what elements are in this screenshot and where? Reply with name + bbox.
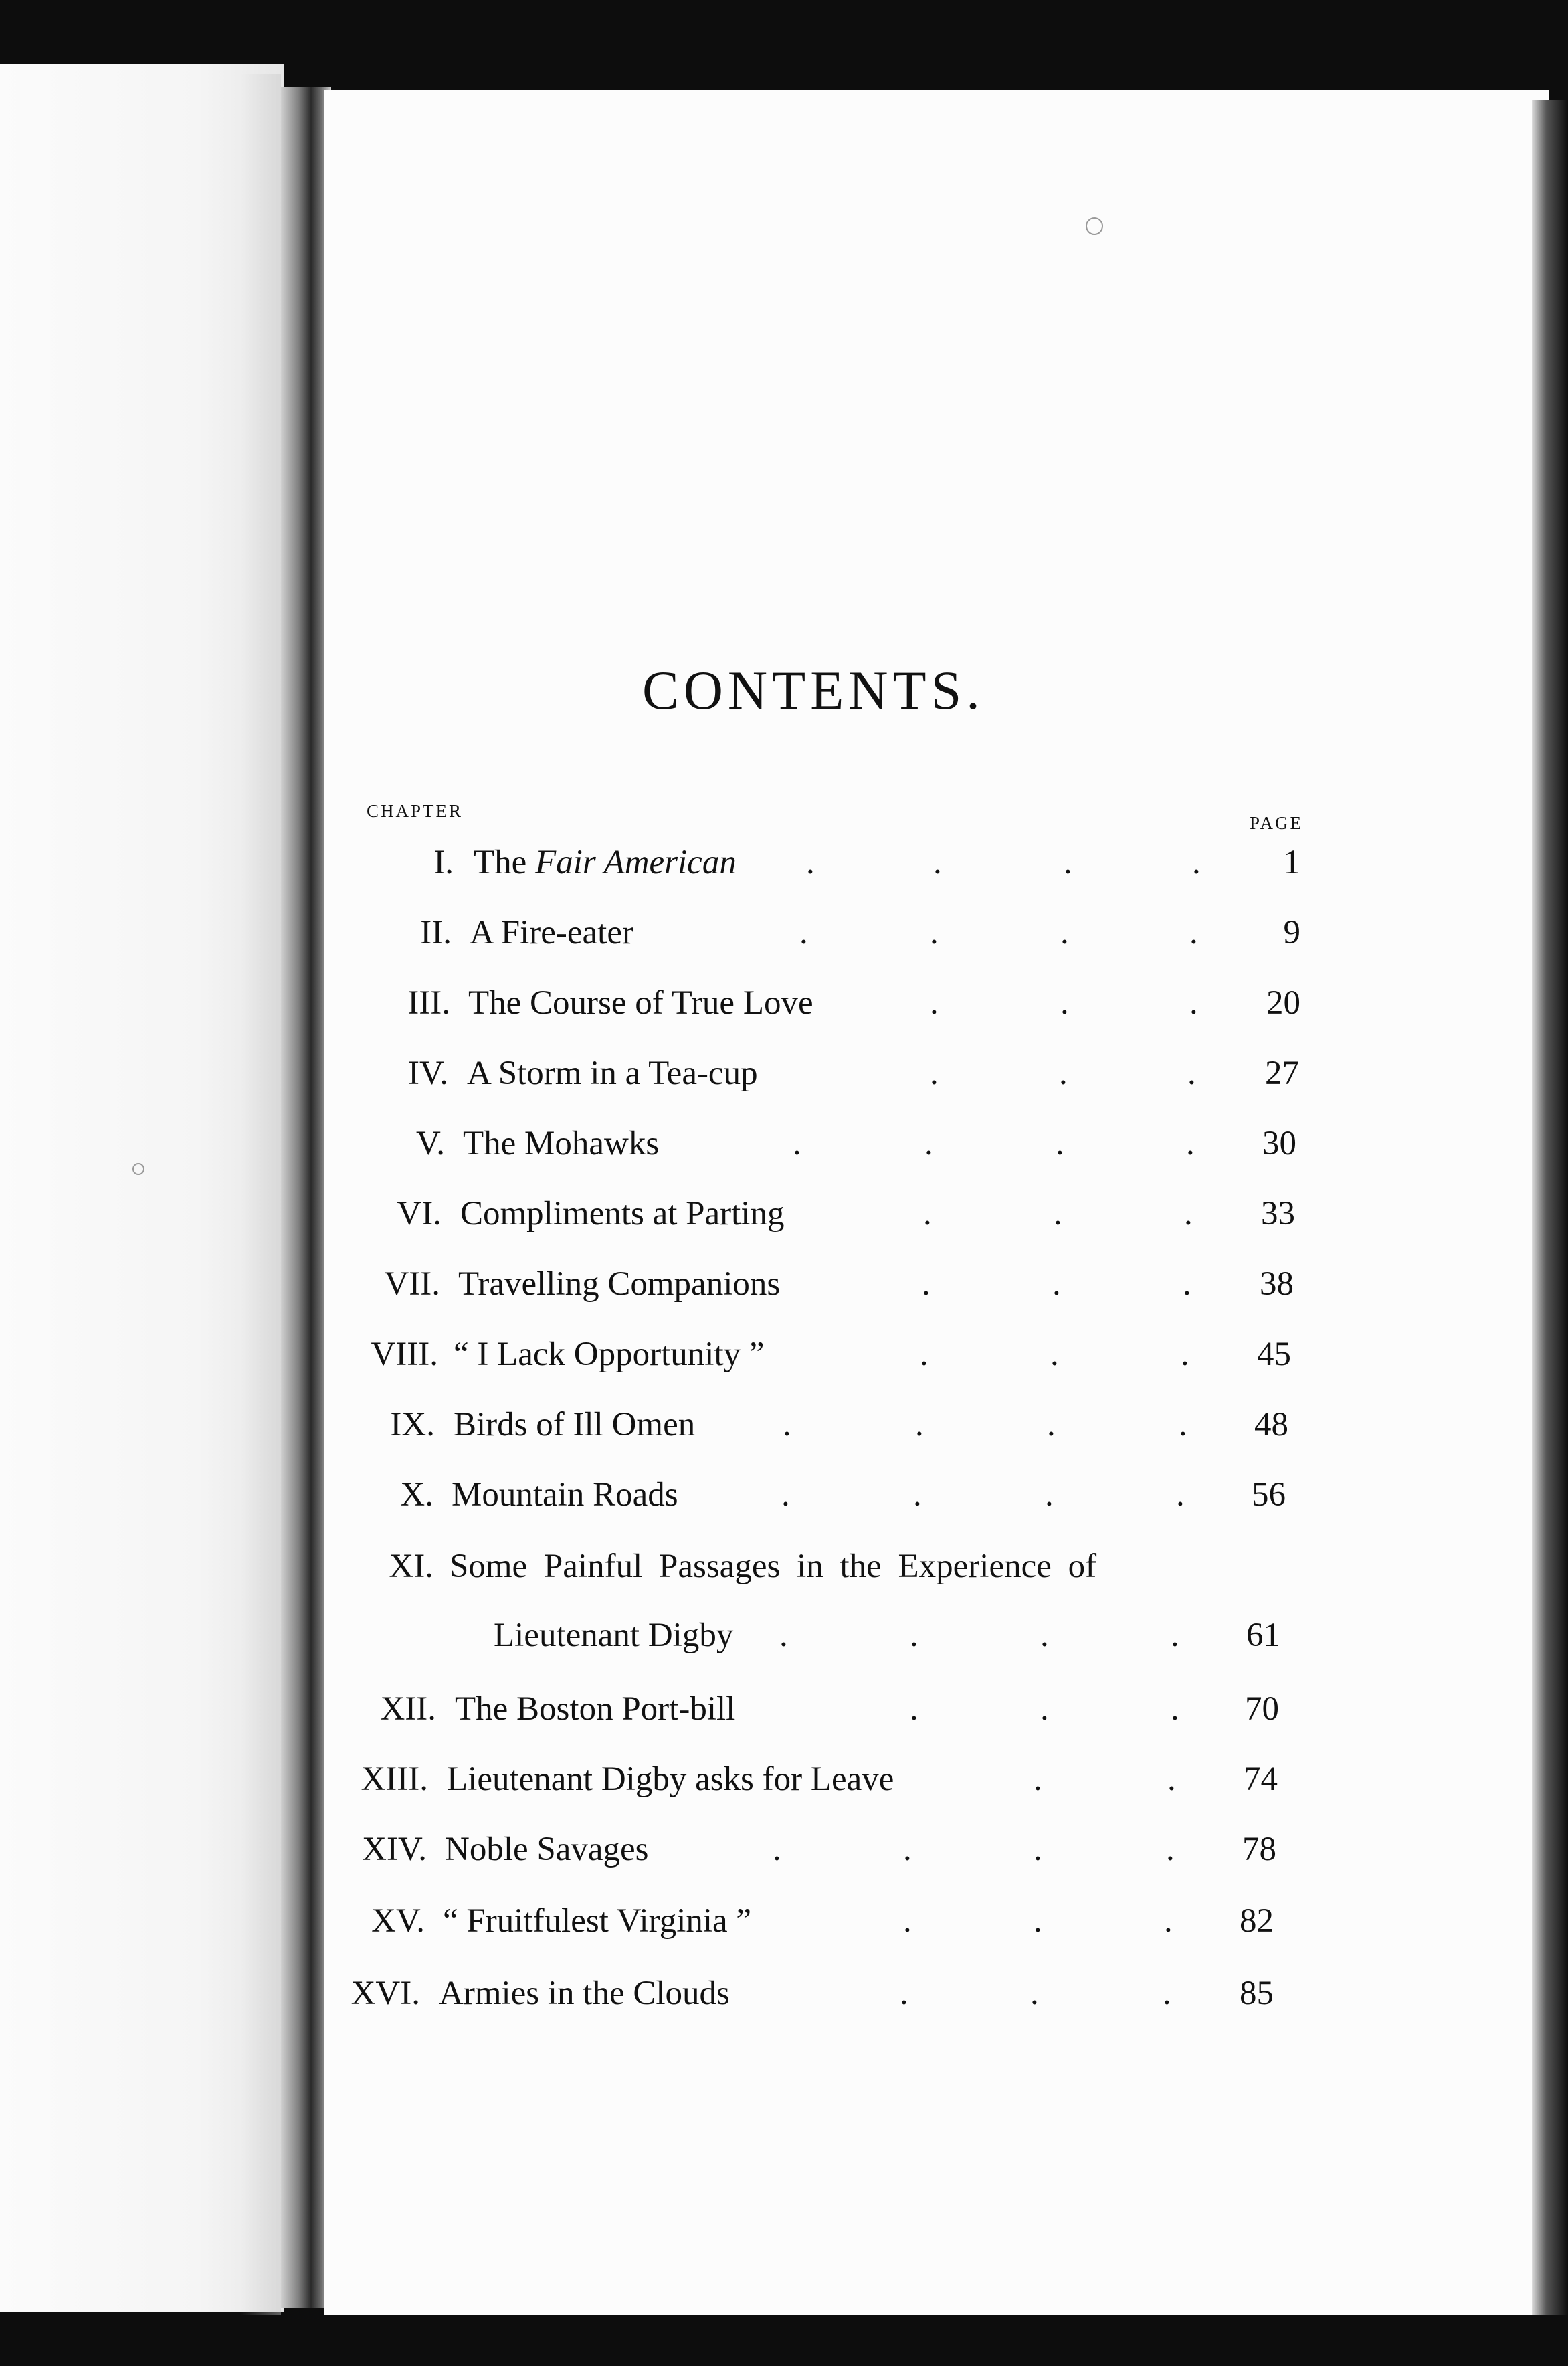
chapter-title-italic: Fair American — [535, 844, 737, 881]
leader-dot: . — [793, 1125, 801, 1162]
chapter-title: The Boston Port-bill — [455, 1690, 736, 1728]
leader-dot: . — [1034, 1760, 1042, 1798]
leader-dot: . — [1045, 1476, 1054, 1514]
leader-dot: . — [1034, 1902, 1042, 1940]
leader-dot: . — [922, 1265, 930, 1303]
chapter-title: Compliments at Parting — [460, 1195, 785, 1233]
chapter-number: XIII. — [361, 1760, 428, 1798]
page-number: 1 — [1283, 844, 1300, 881]
leader-dot: . — [1186, 1125, 1195, 1162]
leader-dot: . — [930, 984, 939, 1022]
chapter-title: A Fire-eater — [470, 914, 633, 951]
chapter-title: Some Painful Passages in the Experience of — [450, 1548, 1097, 1585]
page-number: 30 — [1262, 1125, 1296, 1162]
leader-dot: . — [773, 1831, 781, 1868]
leader-dot: . — [930, 914, 939, 951]
chapter-title: “ I Lack Opportunity ” — [454, 1336, 765, 1373]
chapter-number: XI. — [389, 1548, 433, 1585]
leader-dot: . — [1163, 1975, 1171, 2012]
chapter-number: XII. — [380, 1690, 436, 1728]
leader-dot: . — [799, 914, 808, 951]
chapter-title-plain: The — [474, 844, 527, 881]
chapter-title: Lieutenant Digby asks for Leave — [447, 1760, 894, 1798]
leader-dot: . — [1054, 1195, 1062, 1233]
page-number: 85 — [1240, 1975, 1274, 2012]
leader-dot: . — [913, 1476, 922, 1514]
chapter-title: Travelling Companions — [458, 1265, 781, 1303]
leader-dot: . — [1171, 1617, 1179, 1654]
chapter-title-continuation: Lieutenant Digby — [494, 1617, 734, 1654]
chapter-number: III. — [407, 984, 450, 1022]
leader-dot: . — [930, 1055, 939, 1092]
leader-dot: . — [1192, 844, 1201, 881]
chapter-title: The Mohawks — [463, 1125, 660, 1162]
chapter-number: VII. — [384, 1265, 440, 1303]
page-number: 20 — [1266, 984, 1300, 1022]
leader-dot: . — [1052, 1265, 1061, 1303]
chapter-title — [474, 843, 737, 882]
page-column-header: PAGE — [1250, 813, 1304, 833]
leader-dot: . — [1030, 1975, 1039, 2012]
leader-dot: . — [900, 1975, 908, 2012]
page-number: 48 — [1254, 1406, 1288, 1443]
leader-dot: . — [1060, 984, 1069, 1022]
leader-dot: . — [779, 1617, 788, 1654]
leader-dot: . — [1059, 1055, 1068, 1092]
leader-dot: . — [910, 1617, 918, 1654]
leader-dot: . — [920, 1336, 928, 1373]
leader-dot: . — [1181, 1336, 1189, 1373]
leader-dot: . — [1040, 1617, 1049, 1654]
leader-dot: . — [1166, 1831, 1175, 1868]
chapter-number: V. — [415, 1125, 445, 1162]
leader-dot: . — [781, 1476, 790, 1514]
leader-dot: . — [1060, 914, 1069, 951]
chapter-number: XIV. — [362, 1831, 427, 1868]
leader-dot: . — [915, 1406, 924, 1443]
page-number: 9 — [1283, 914, 1300, 951]
page-number: 74 — [1244, 1760, 1278, 1798]
chapter-number: X. — [400, 1476, 433, 1514]
chapter-title: The Course of True Love — [468, 984, 813, 1022]
leader-dot: . — [910, 1690, 918, 1728]
leader-dot: . — [923, 1195, 932, 1233]
leader-dot: . — [1050, 1336, 1059, 1373]
page-number: 82 — [1240, 1902, 1274, 1940]
chapter-column-header: CHAPTER — [367, 801, 464, 821]
chapter-number: IX. — [390, 1406, 435, 1443]
page-title: CONTENTS. — [642, 660, 985, 721]
chapter-number: VI. — [397, 1195, 442, 1233]
chapter-title: A Storm in a Tea-cup — [467, 1055, 758, 1092]
leader-dot: . — [1167, 1760, 1176, 1798]
page-number: 78 — [1242, 1831, 1276, 1868]
leader-dot: . — [1064, 844, 1072, 881]
chapter-number: XVI. — [351, 1975, 420, 2012]
page-number: 45 — [1257, 1336, 1291, 1373]
leader-dot: . — [806, 844, 815, 881]
leader-dot: . — [903, 1902, 912, 1940]
leader-dot: . — [1040, 1690, 1049, 1728]
chapter-title: Armies in the Clouds — [439, 1975, 730, 2012]
page-number: 70 — [1245, 1690, 1279, 1728]
leader-dot: . — [1187, 1055, 1196, 1092]
leader-dot: . — [1034, 1831, 1042, 1868]
leader-dot: . — [1189, 984, 1198, 1022]
chapter-title: Mountain Roads — [452, 1476, 678, 1514]
leader-dot: . — [933, 844, 942, 881]
leader-dot: . — [1056, 1125, 1064, 1162]
chapter-number: I. — [433, 844, 454, 881]
page-number: 61 — [1246, 1617, 1280, 1654]
leader-dot: . — [1183, 1265, 1191, 1303]
chapter-number: II. — [420, 914, 452, 951]
leader-dot: . — [1184, 1195, 1193, 1233]
leader-dot: . — [924, 1125, 933, 1162]
chapter-title: Birds of Ill Omen — [454, 1406, 696, 1443]
chapter-title: “ Fruitfulest Virginia ” — [443, 1902, 752, 1940]
page-number: 38 — [1260, 1265, 1294, 1303]
leader-dot: . — [1176, 1476, 1185, 1514]
leader-dot: . — [1171, 1690, 1179, 1728]
chapter-number: VIII. — [371, 1336, 438, 1373]
chapter-number: IV. — [408, 1055, 448, 1092]
page-number: 27 — [1265, 1055, 1299, 1092]
leader-dot: . — [783, 1406, 791, 1443]
page-number: 33 — [1261, 1195, 1295, 1233]
leader-dot: . — [903, 1831, 912, 1868]
chapter-number: XV. — [371, 1902, 425, 1940]
chapter-title: Noble Savages — [445, 1831, 649, 1868]
leader-dot: . — [1164, 1902, 1173, 1940]
leader-dot: . — [1179, 1406, 1187, 1443]
page-number: 56 — [1252, 1476, 1286, 1514]
leader-dot: . — [1047, 1406, 1056, 1443]
leader-dot: . — [1189, 914, 1198, 951]
